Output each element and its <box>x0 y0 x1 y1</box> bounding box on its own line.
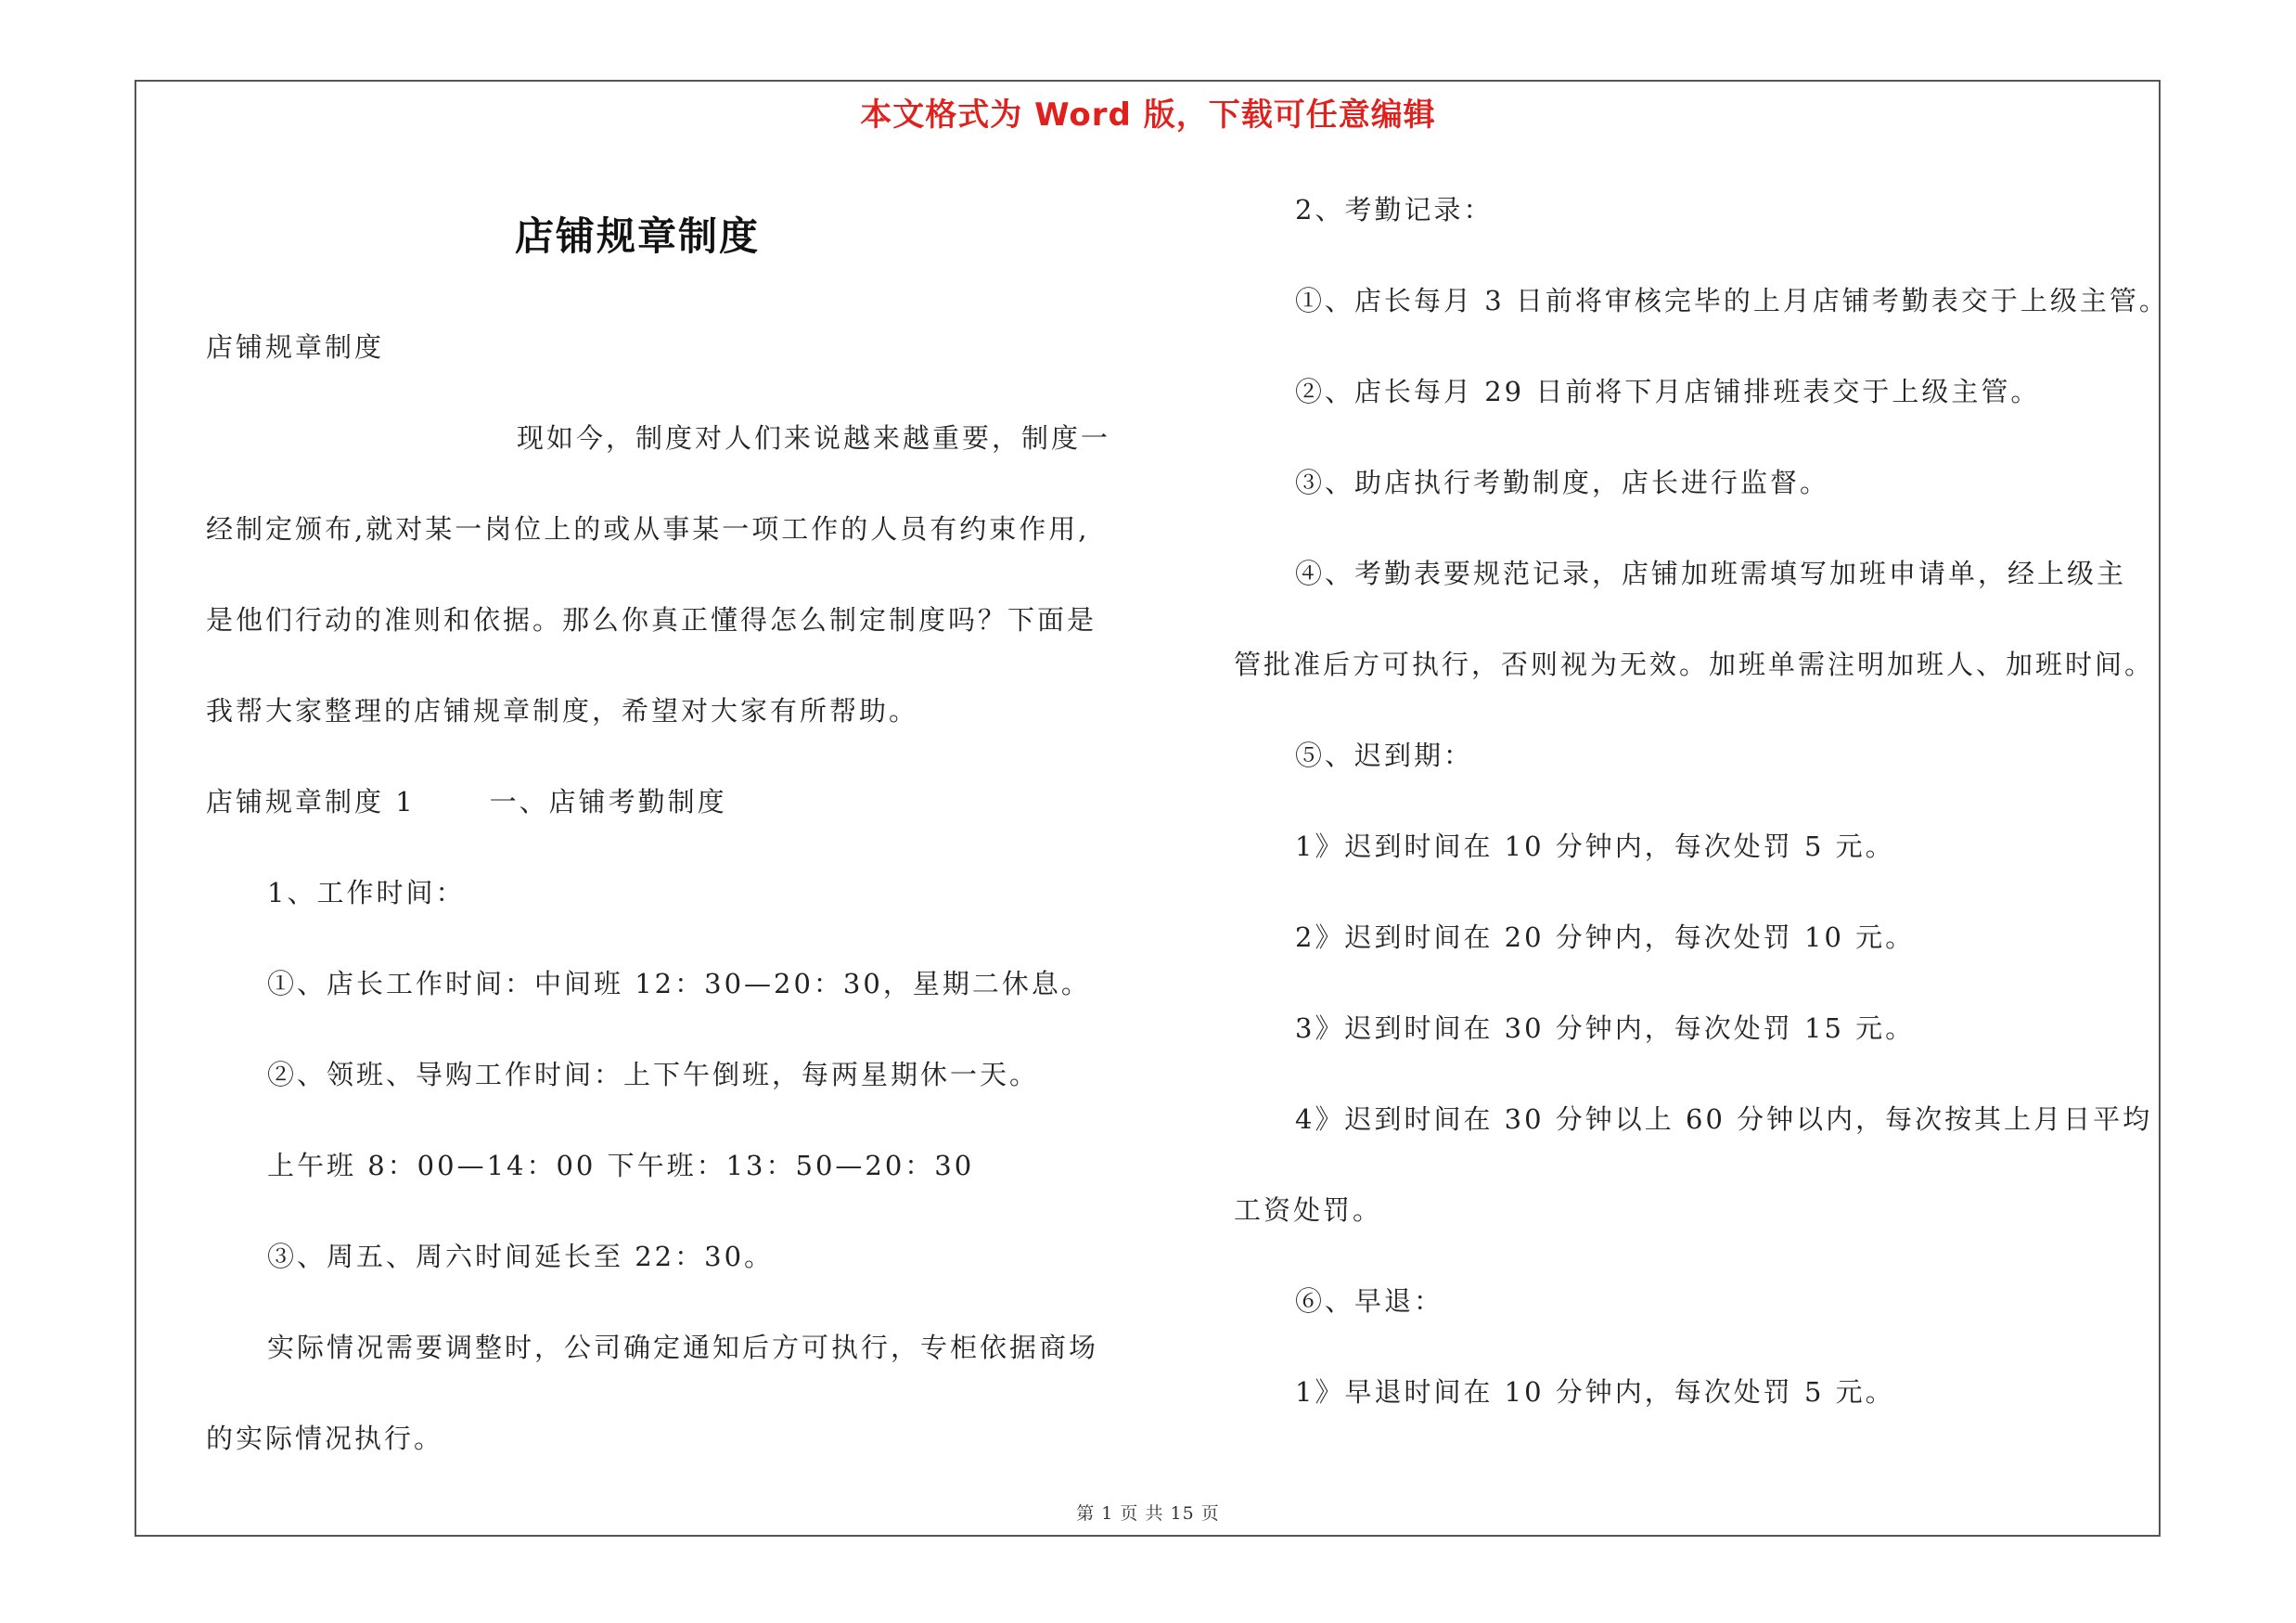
paragraph: ①、店长工作时间：中间班 12：30—20：30，星期二休息。 <box>267 968 1091 999</box>
paragraph: 现如今，制度对人们来说越来越重要，制度一 <box>517 422 1111 454</box>
right-column <box>1234 194 2217 1470</box>
paragraph: ③、助店执行考勤制度，店长进行监督。 <box>1295 467 1830 498</box>
page-number-footer: 第 1 页 共 15 页 <box>1076 1503 1220 1524</box>
document-title: 店铺规章制度 <box>514 213 760 259</box>
paragraph: 上午班 8：00—14：00 下午班：13：50—20：30 <box>267 1150 975 1181</box>
paragraph: 的实际情况执行。 <box>206 1423 444 1454</box>
paragraph: ③、周五、周六时间延长至 22：30。 <box>267 1241 775 1272</box>
paragraph: 我帮大家整理的店铺规章制度，希望对大家有所帮助。 <box>206 695 919 727</box>
paragraph: 1》迟到时间在 10 分钟内，每次处罚 5 元。 <box>1295 831 1895 862</box>
paragraph: ⑤、迟到期： <box>1295 740 1474 771</box>
paragraph: ②、店长每月 29 日前将下月店铺排班表交于上级主管。 <box>1295 376 2041 407</box>
word-format-banner: 本文格式为 Word 版，下载可任意编辑 <box>860 97 1436 134</box>
paragraph: 1》早退时间在 10 分钟内，每次处罚 5 元。 <box>1295 1376 1895 1408</box>
left-column <box>206 331 1143 1516</box>
paragraph: 1、工作时间： <box>267 877 466 908</box>
paragraph: 工资处罚。 <box>1234 1194 1383 1226</box>
paragraph: 2》迟到时间在 20 分钟内，每次处罚 10 元。 <box>1295 921 1916 953</box>
paragraph: 2、考勤记录： <box>1295 194 1494 225</box>
paragraph: 管批准后方可执行，否则视为无效。加班单需注明加班人、加班时间。 <box>1234 649 2155 680</box>
section-heading: 一、店铺考勤制度 <box>489 786 727 818</box>
paragraph: ①、店长每月 3 日前将审核完毕的上月店铺考勤表交于上级主管。 <box>1295 285 2169 316</box>
paragraph: 实际情况需要调整时，公司确定通知后方可执行，专柜依据商场 <box>267 1332 1099 1363</box>
paragraph: 是他们行动的准则和依据。那么你真正懂得怎么制定制度吗？下面是 <box>206 604 1097 636</box>
paragraph: 4》迟到时间在 30 分钟以上 60 分钟以内，每次按其上月日平均 <box>1295 1103 2153 1135</box>
paragraph: 经制定颁布,就对某一岗位上的或从事某一项工作的人员有约束作用, <box>206 513 1090 545</box>
paragraph: ②、领班、导购工作时间：上下午倒班，每两星期休一天。 <box>267 1059 1040 1090</box>
paragraph: ⑥、早退： <box>1295 1285 1444 1317</box>
paragraph: ④、考勤表要规范记录，店铺加班需填写加班申请单，经上级主 <box>1295 558 2127 589</box>
paragraph: 店铺规章制度 <box>206 331 385 363</box>
section-heading-line <box>206 786 1143 880</box>
section-label: 店铺规章制度 1 <box>206 786 416 818</box>
paragraph: 3》迟到时间在 30 分钟内，每次处罚 15 元。 <box>1295 1012 1916 1044</box>
